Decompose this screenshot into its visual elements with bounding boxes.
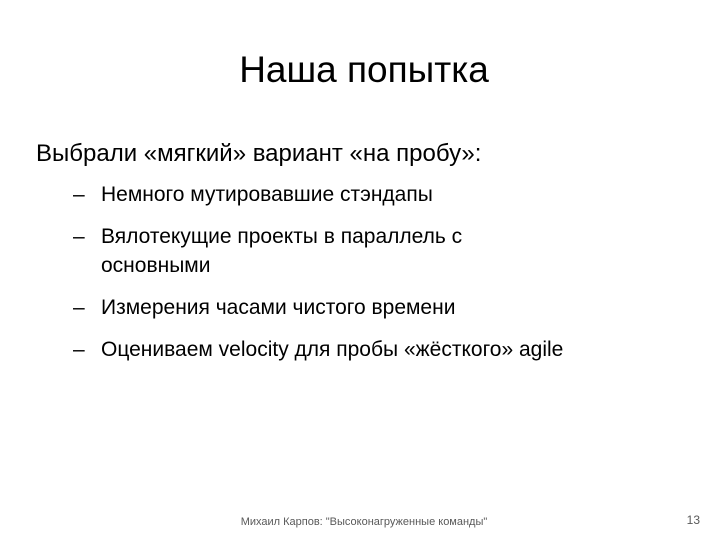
bullet-dash: –	[73, 296, 85, 319]
lead-text: Выбрали «мягкий» вариант «на пробу»:	[36, 140, 482, 167]
bullet-text: Немного мутировавшие стэндапы	[101, 183, 433, 206]
bullet-dash: –	[73, 183, 85, 206]
bullet-dash: –	[73, 338, 85, 361]
bullet-text: Измерения часами чистого времени	[101, 296, 456, 319]
bullet-dash: –	[73, 225, 85, 248]
bullet-text: Оцениваем velocity для пробы «жёсткого» agile	[101, 338, 564, 361]
footer-text: Михаил Карпов: "Высоконагруженные команды"	[240, 516, 488, 528]
bullet-item	[73, 222, 713, 280]
page-number: 13	[686, 513, 700, 527]
bullet-text: Вялотекущие проекты в параллель с основными	[101, 225, 463, 277]
bullet-list	[73, 180, 713, 377]
bullet-item	[73, 293, 713, 322]
slide-title: Наша попытка	[239, 49, 489, 90]
bullet-item	[73, 335, 713, 364]
bullet-item	[73, 180, 713, 209]
